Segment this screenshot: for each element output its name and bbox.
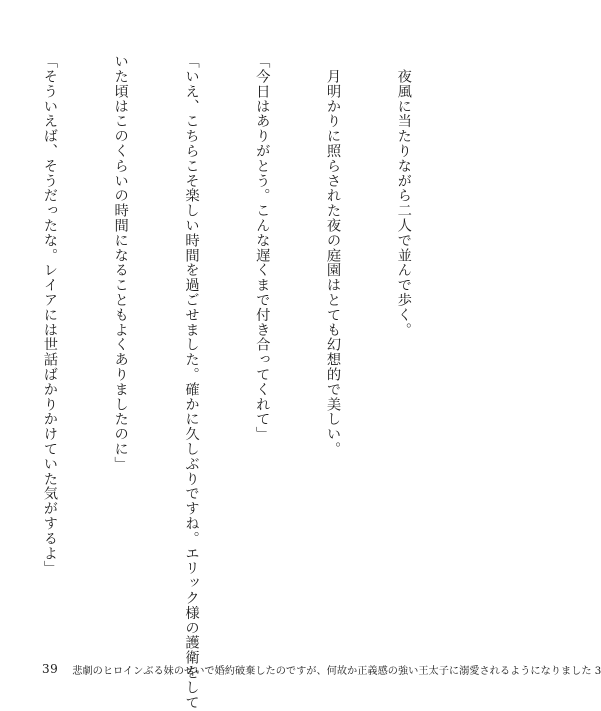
page-number: 39 [42, 662, 59, 676]
text-line: 夜風に当たりながら二人で並んで歩く。 [395, 54, 412, 338]
running-title: 悲劇のヒロインぶる妹のせいで婚約破棄したのですが、何故か正義感の強い王太子に溺愛されるようになりました 3 [72, 665, 601, 677]
text-line: 月明かりに照らされた夜の庭園はとても幻想的で美しい。 [325, 54, 342, 457]
text-line: 「いえ、こちらこそ楽しい時間を過ごせました。確かに久しぶりですね。エリック様の護衛をして [183, 54, 200, 710]
text-line: 「そういえば、そうだったな。レイアには世話ばかりかけていた気がするよ」 [41, 54, 58, 576]
text-line: 「今日はありがとう。こんな遅くまで付き合ってくれて」 [254, 54, 271, 442]
text-line: いた頃はこのくらいの時間になることもよくありましたのに」 [112, 54, 129, 472]
page-footer [42, 661, 601, 677]
